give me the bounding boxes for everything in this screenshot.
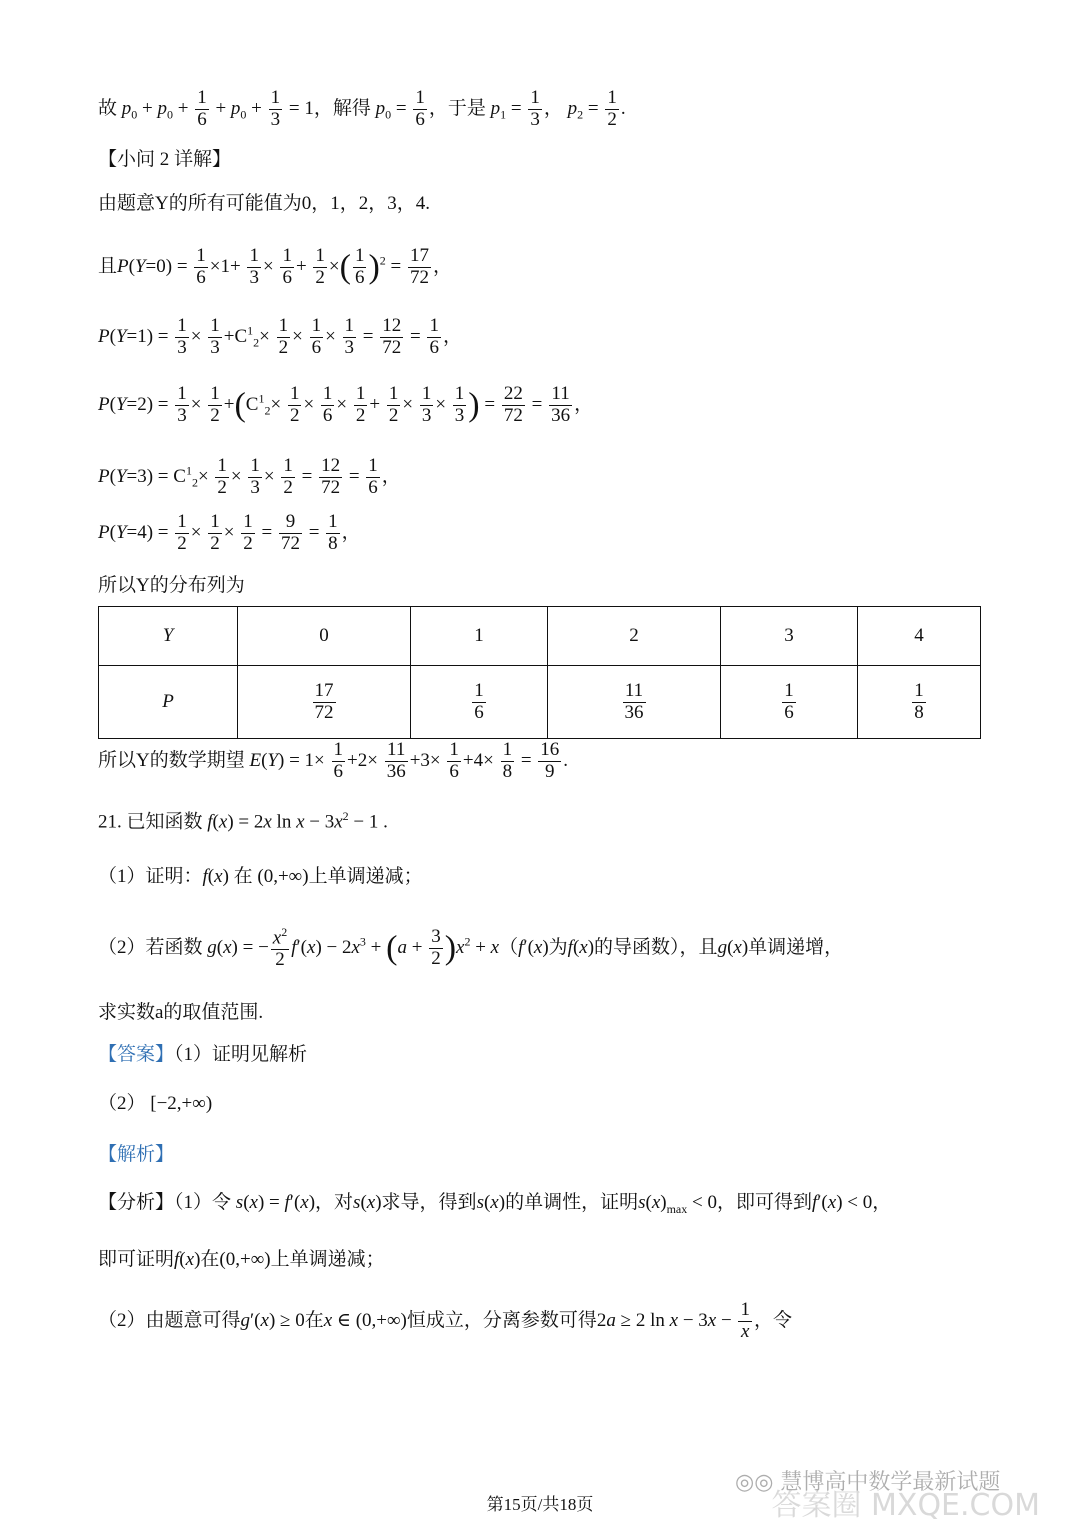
prob-y2: P(Y=2) = $\frac{1}{3}$ × $\frac{1}{2}$ $+(C^1_2\times$ $\frac{1}{2}$ × $\frac{1}{6}$ × $\frac{1}{2}$ + $\frac{1}{2}$ × $\frac{1}{3}$ × $\frac{1}{3}$ ) = $\frac{22}{72}$ = $\frac{11}{36}$ ，	[98, 383, 594, 426]
distribution-table	[98, 606, 981, 739]
table-cell: P	[99, 666, 238, 739]
prob-y4: P(Y=4) = $\frac{1}{2}$ × $\frac{1}{2}$ × $\frac{1}{2}$ = $\frac{9}{72}$ = $\frac{1}{8}$ ，	[98, 511, 361, 554]
question-21-part2-cont: 求实数a的取值范围.	[98, 1002, 264, 1023]
page-footer: 第15页/共18页	[486, 1495, 594, 1514]
expectation-line: 所以Y的数学期望 E(Y) = 1× $\frac{1}{6}$ +2× $\frac{11}{36}$ +3× $\frac{1}{6}$ +4× $\frac{1}{8}$ = $\frac{16}{9}$ .	[98, 739, 569, 782]
table-row-prob	[99, 666, 981, 739]
question-21-part1: （1）证明：f(x) 在 (0,+∞)上单调递减；	[98, 866, 423, 887]
table-cell: $\frac{17}{72}$	[238, 666, 411, 739]
analysis-line3: （2）由题意可得g′(x) ≥ 0在x ∈ (0,+∞)恒成立，分离参数可得2a ≥ 2 ln x − 3x − $\frac{1}{x}$ ，令	[98, 1299, 792, 1342]
prob-y1: P(Y=1) = $\frac{1}{3}$ × $\frac{1}{3}$ $+C^1_2\times$ $\frac{1}{2}$ × $\frac{1}{6}$ × $\frac{1}{3}$ = $\frac{12}{72}$ = $\frac{1}{6}$ ，	[98, 315, 462, 358]
table-cell: 3	[721, 607, 858, 666]
answer-line2: （2） [−2,+∞)	[98, 1093, 213, 1114]
table-cell: $\frac{1}{6}$	[721, 666, 858, 739]
table-cell: $\frac{11}{36}$	[548, 666, 721, 739]
prob-y3: $P(Y=3) = C^1_2\times$ $\frac{1}{2}$ × $\frac{1}{3}$ × $\frac{1}{2}$ = $\frac{12}{72}$ = $\frac{1}{6}$ ，	[98, 455, 401, 498]
table-cell: 2	[548, 607, 721, 666]
analysis-tag: 【解析】	[98, 1144, 175, 1165]
question-21-stem: 21. 已知函数 f(x) = 2x $\ln x - 3x^2 - 1$ .	[98, 809, 388, 833]
answer-line1: 【答案】（1）证明见解析	[98, 1044, 308, 1065]
table-cell: 1	[411, 607, 548, 666]
section-header-q2: 【小问 2 详解】	[98, 149, 232, 170]
prob-y0: 且P(Y=0) = $\frac{1}{6}$ ×1+ $\frac{1}{3}$ × $\frac{1}{6}$ + $\frac{1}{2}$ ×( $\frac{1}{6}$ )$^2$ = $\frac{17}{72}$ ，	[98, 245, 453, 288]
table-cell: $\frac{1}{6}$	[411, 666, 548, 739]
wechat-icon: ◎◎	[735, 1470, 774, 1495]
question-21-part2: （2）若函数 g(x) = − $\frac{x^2}{2}$ $f'(x) - 2x^3 + (a$ + $\frac{3}{2}$ )$x^2 + x(f'(x)$为f(x)的导函数），且g(x)单调递增，	[98, 925, 844, 971]
table-cell: $\frac{1}{8}$	[858, 666, 981, 739]
table-cell: 4	[858, 607, 981, 666]
brand-watermark: 答案圈 MXQE.COM	[771, 1488, 1040, 1523]
analysis-line2: 即可证明f(x)在(0,+∞)上单调递减；	[98, 1249, 385, 1270]
analysis-line1: 【分析】（1）令 s(x) = f′(x)，对s(x)求导，得到s(x)的单调性，证明$s(x)_{max} < 0$，即可得到f′(x) < 0，	[98, 1192, 892, 1216]
y-values-text: 由题意Y的所有可能值为0，1，2，3，4.	[98, 193, 430, 214]
distribution-title: 所以Y的分布列为	[98, 575, 245, 596]
table-row-header	[99, 607, 981, 666]
table-cell: Y	[99, 607, 238, 666]
table-cell: 0	[238, 607, 411, 666]
line-solve-p0: 故 $p_0 + p_0$ + $\frac{1}{6}$ + $p_0$ + $\frac{1}{3}$ = 1，解得 $p_0$ = $\frac{1}{6}$ ，于是 $p_1$ = $\frac{1}{3}$ ， $p_2$ = $\frac{1}{2}$ .	[98, 87, 626, 130]
wechat-watermark: ◎◎ 慧博高中数学最新试题	[735, 1470, 1001, 1495]
